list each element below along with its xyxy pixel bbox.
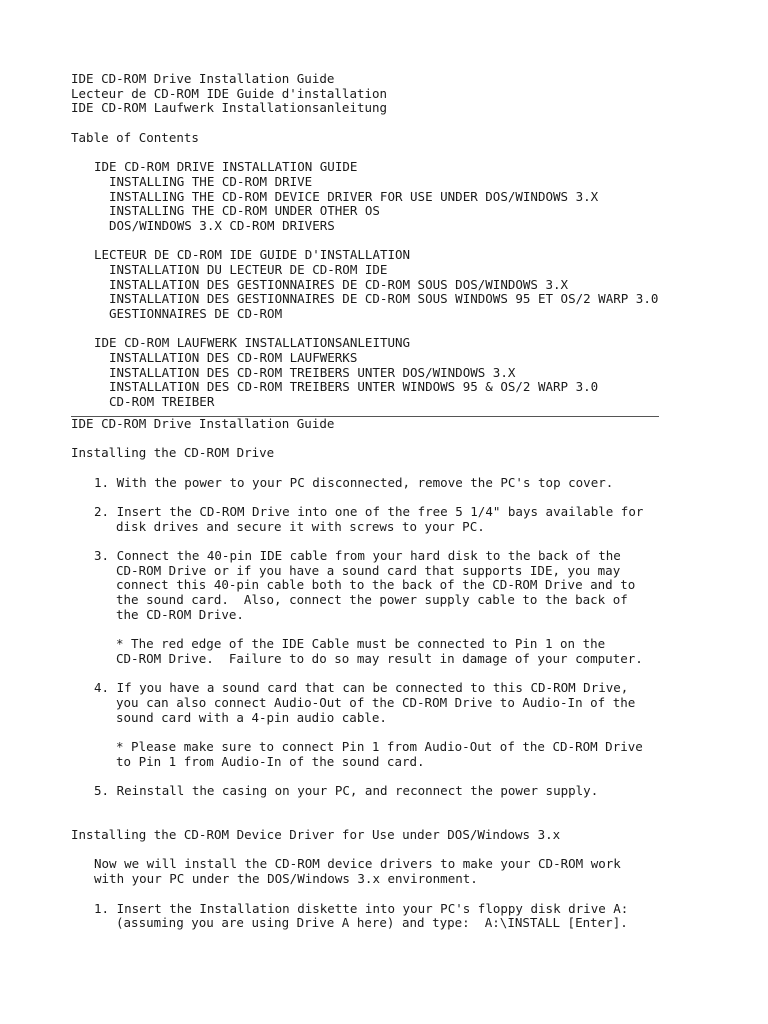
step-3-continued: the sound card. Also, connect the power supply cable to the back of [116,592,628,608]
step-3-continued: connect this 40-pin cable both to the back of the CD-ROM Drive and to [116,577,636,593]
toc-link[interactable]: INSTALLATION DES GESTIONNAIRES DE CD-ROM SOUS DOS/WINDOWS 3.X [109,276,569,292]
step-3-continued: the CD-ROM Drive. [116,606,244,622]
toc-link[interactable]: DOS/WINDOWS 3.X CD-ROM DRIVERS [109,217,335,233]
step-5: 5. Reinstall the casing on your PC, and reconnect the power supply. [94,783,599,798]
section-intro: with your PC under the DOS/Windows 3.x environment. [94,871,478,887]
step-1: 1. With the power to your PC disconnected, remove the PC's top cover. [94,474,614,490]
step-3-note: * The red edge of the IDE Cable must be connected to Pin 1 on the [116,636,606,652]
toc-section-title[interactable]: IDE CD-ROM LAUFWERK INSTALLATIONSANLEITUNG [94,335,411,351]
step-3-continued: CD-ROM Drive or if you have a sound card that supports IDE, you may [116,562,621,578]
driver-step-1-continued: (assuming you are using Drive A here) and type: A:\INSTALL [Enter]. [116,915,628,931]
step-3: 3. Connect the 40-pin IDE cable from your hard disk to the back of the [94,548,621,563]
step-4-note: to Pin 1 from Audio-In of the sound card. [116,753,425,769]
toc-link[interactable]: INSTALLATION DU LECTEUR DE CD-ROM IDE [109,261,388,277]
step-4-note: * Please make sure to connect Pin 1 from Audio-Out of the CD-ROM Drive [116,738,643,754]
title-french: Lecteur de CD-ROM IDE Guide d'installation [71,85,388,101]
toc-section-title[interactable]: IDE CD-ROM DRIVE INSTALLATION GUIDE [94,159,358,175]
section-heading: Installing the CD-ROM Device Driver for Use under DOS/Windows 3.x [71,827,561,843]
toc-link[interactable]: INSTALLATION DES CD-ROM LAUFWERKS [109,350,358,366]
step-4-continued: sound card with a 4-pin audio cable. [116,709,387,725]
toc-link[interactable]: INSTALLATION DES CD-ROM TREIBERS UNTER DOS/WINDOWS 3.X [109,364,516,380]
toc-heading: Table of Contents [71,129,199,145]
step-2: 2. Insert the CD-ROM Drive into one of the free 5 1/4" bays available for [94,503,644,519]
toc-link[interactable]: INSTALLING THE CD-ROM DRIVE [109,173,313,189]
toc-link[interactable]: CD-ROM TREIBER [109,394,215,410]
toc-link[interactable]: INSTALLATION DES CD-ROM TREIBERS UNTER WINDOWS 95 & OS/2 WARP 3.0 [109,379,599,395]
step-2-continued: disk drives and secure it with screws to your PC. [116,518,485,534]
section-intro: Now we will install the CD-ROM device drivers to make your CD-ROM work [94,856,621,872]
step-4: 4. If you have a sound card that can be connected to this CD-ROM Drive, [94,680,629,696]
toc-link[interactable]: GESTIONNAIRES DE CD-ROM [109,306,283,321]
title-german: IDE CD-ROM Laufwerk Installationsanleitung [71,100,388,116]
step-3-note: CD-ROM Drive. Failure to do so may result in damage of your computer. [116,650,643,666]
toc-section-title[interactable]: LECTEUR DE CD-ROM IDE GUIDE D'INSTALLATION [94,247,411,263]
title-english: IDE CD-ROM Drive Installation Guide [71,71,335,86]
step-4-continued: you can also connect Audio-Out of the CD-ROM Drive to Audio-In of the [116,694,636,710]
toc-link[interactable]: INSTALLING THE CD-ROM UNDER OTHER OS [109,203,380,219]
driver-step-1: 1. Insert the Installation diskette into your PC's floppy disk drive A: [94,900,629,916]
toc-link[interactable]: INSTALLING THE CD-ROM DEVICE DRIVER FOR USE UNDER DOS/WINDOWS 3.X [109,188,599,204]
section-heading: Installing the CD-ROM Drive [71,445,275,461]
toc-link[interactable]: INSTALLATION DES GESTIONNAIRES DE CD-ROM SOUS WINDOWS 95 ET OS/2 WARP 3.0 [109,291,659,307]
document-page [71,72,661,931]
guide-title: IDE CD-ROM Drive Installation Guide [71,415,335,431]
